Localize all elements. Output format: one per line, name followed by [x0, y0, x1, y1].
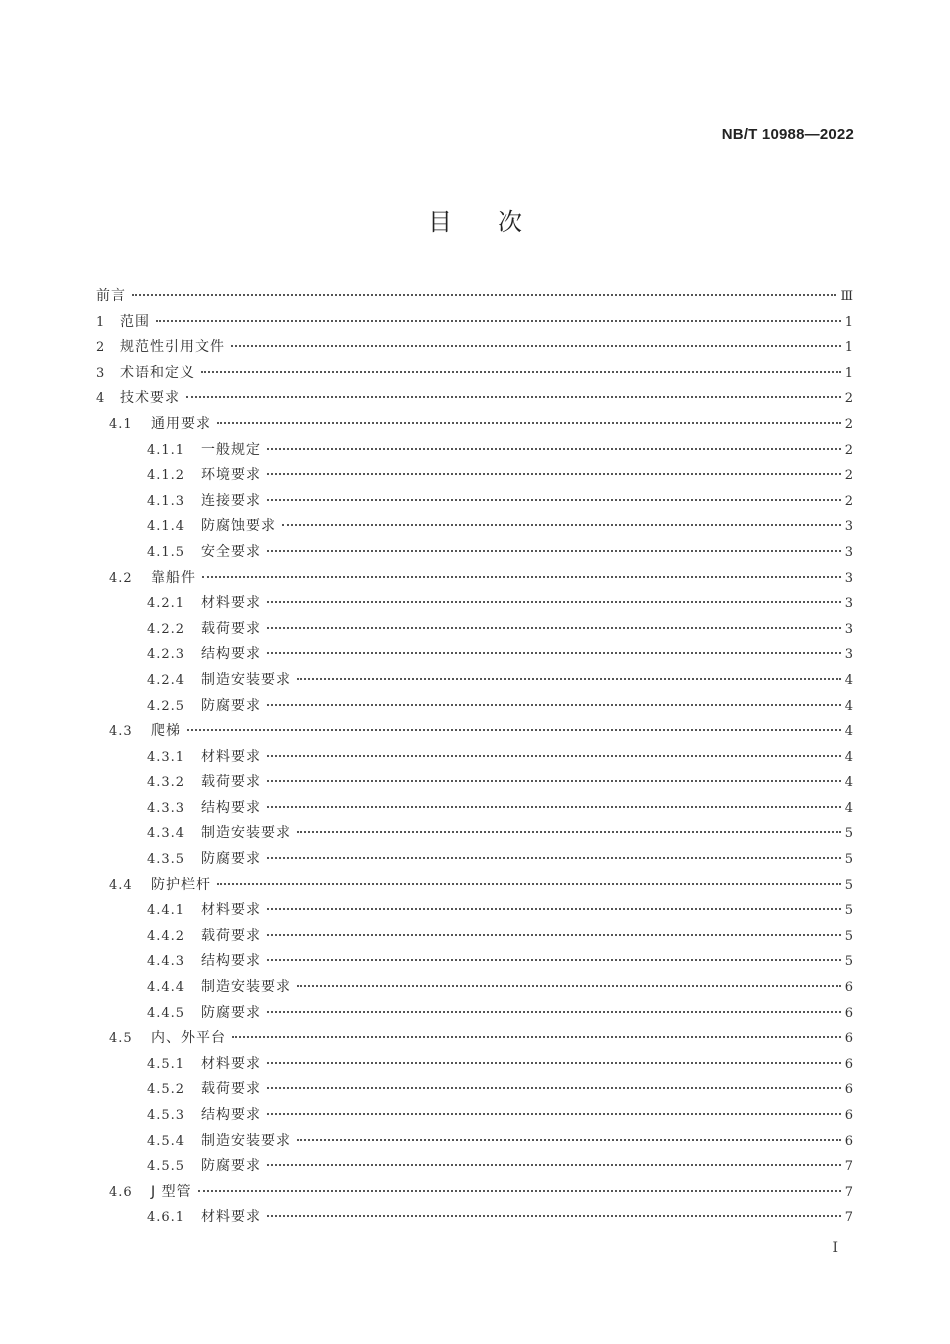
toc-entry-number: 4.5 — [109, 1031, 133, 1047]
toc-entry-label: 术语和定义 — [120, 364, 195, 381]
toc-entry-number: 4.4.4 — [147, 980, 186, 996]
toc-entry-label: 防腐要求 — [201, 1004, 261, 1021]
toc-entry-page: 3 — [844, 570, 853, 586]
toc-entry-label: 结构要求 — [201, 1107, 261, 1123]
toc-entry-number: 4.6 — [109, 1184, 133, 1200]
toc-entry-page: 7 — [844, 1184, 853, 1200]
toc-leader-dots — [282, 524, 841, 526]
toc-entry-label: 靠船件 — [151, 569, 196, 586]
toc-entry-label: 规范性引用文件 — [120, 339, 225, 356]
toc-entry[interactable] — [96, 284, 853, 310]
toc-leader-dots — [132, 294, 836, 296]
toc-entry[interactable] — [96, 745, 853, 771]
toc-entry-page: 3 — [844, 621, 853, 637]
toc-entry-page: 5 — [844, 826, 853, 842]
toc-entry[interactable] — [96, 1077, 853, 1103]
toc-entry-number: 4 — [96, 391, 106, 407]
toc-entry[interactable] — [96, 1026, 853, 1052]
table-of-contents — [96, 284, 853, 1231]
toc-entry[interactable] — [96, 975, 853, 1001]
toc-entry[interactable] — [96, 1103, 853, 1129]
toc-entry-number: 3 — [96, 365, 106, 381]
toc-entry-number: 4.1.1 — [147, 442, 186, 458]
toc-entry-page: 4 — [844, 672, 853, 688]
toc-entry-page: 3 — [844, 596, 853, 612]
toc-entry[interactable] — [96, 514, 853, 540]
toc-leader-dots — [267, 780, 841, 782]
toc-entry-label: 载荷要求 — [201, 774, 261, 791]
toc-entry-number: 4.5.2 — [147, 1082, 186, 1098]
toc-entry-number: 4.5.5 — [147, 1159, 186, 1175]
toc-leader-dots — [267, 1164, 841, 1166]
toc-entry-number: 4.4.2 — [147, 928, 186, 944]
toc-entry-number: 4.4.5 — [147, 1005, 186, 1021]
toc-entry[interactable] — [96, 719, 853, 745]
toc-leader-dots — [267, 959, 841, 961]
toc-entry-number: 4.3.5 — [147, 852, 186, 868]
toc-entry[interactable] — [96, 463, 853, 489]
toc-entry-page: 7 — [844, 1210, 853, 1226]
toc-entry-label: 通用要求 — [151, 415, 211, 432]
toc-entry[interactable] — [96, 335, 853, 361]
toc-entry-label: 结构要求 — [201, 646, 261, 663]
toc-entry[interactable] — [96, 1129, 853, 1155]
toc-entry-number: 4.5.3 — [147, 1108, 186, 1123]
toc-entry-page: 4 — [844, 698, 853, 714]
toc-leader-dots — [267, 1062, 841, 1064]
toc-entry-number: 2 — [96, 340, 106, 356]
toc-entry[interactable] — [96, 898, 853, 924]
toc-entry-label: 载荷要求 — [201, 1081, 261, 1098]
toc-leader-dots — [232, 1036, 841, 1038]
toc-entry[interactable] — [96, 386, 853, 412]
toc-entry-label: 内、外平台 — [151, 1030, 226, 1047]
toc-entry-page: 4 — [844, 775, 853, 791]
toc-entry-page: 1 — [844, 365, 853, 381]
toc-leader-dots — [201, 371, 841, 373]
toc-entry-label: 制造安装要求 — [201, 671, 291, 688]
toc-entry-label: 结构要求 — [201, 799, 261, 816]
toc-entry-number: 4.1.4 — [147, 519, 186, 535]
toc-leader-dots — [198, 1190, 841, 1192]
toc-entry-page: 6 — [844, 1056, 853, 1072]
toc-leader-dots — [267, 448, 841, 450]
toc-entry-number: 4.1.5 — [147, 544, 186, 560]
toc-leader-dots — [267, 499, 841, 501]
toc-entry-page: 5 — [844, 903, 853, 919]
toc-entry[interactable] — [96, 310, 853, 336]
toc-leader-dots — [217, 883, 841, 885]
toc-entry-page: 4 — [844, 800, 853, 816]
toc-entry-page: 6 — [844, 1005, 853, 1021]
toc-entry-number: 4.1 — [109, 416, 133, 432]
page-number: Ⅰ — [832, 1240, 838, 1256]
toc-entry[interactable] — [96, 361, 853, 387]
toc-leader-dots — [267, 601, 841, 603]
toc-entry-page: 5 — [844, 877, 853, 893]
toc-entry[interactable] — [96, 489, 853, 515]
toc-entry-page: 1 — [844, 340, 853, 356]
toc-entry[interactable] — [96, 566, 853, 592]
toc-leader-dots — [297, 1139, 841, 1141]
toc-entry-label: 防腐要求 — [201, 697, 261, 714]
toc-entry-number: 4.4 — [109, 877, 133, 893]
toc-entry-label: 防腐要求 — [201, 1158, 261, 1175]
toc-entry-label: 材料要求 — [201, 1055, 261, 1072]
toc-leader-dots — [186, 396, 841, 398]
toc-entry[interactable] — [96, 1052, 853, 1078]
doc-code: NB/T 10988—2022 — [721, 126, 854, 143]
toc-entry-page: 3 — [844, 647, 853, 663]
toc-entry-page: 2 — [844, 442, 853, 458]
toc-leader-dots — [267, 652, 841, 654]
toc-entry[interactable] — [96, 591, 853, 617]
toc-leader-dots — [267, 1011, 841, 1013]
toc-leader-dots — [267, 806, 841, 808]
toc-leader-dots — [267, 550, 841, 552]
toc-entry-label: 连接要求 — [201, 492, 261, 509]
toc-leader-dots — [217, 422, 841, 424]
toc-entry-number: 4.2 — [109, 570, 133, 586]
toc-entry[interactable] — [96, 821, 853, 847]
toc-entry-page: 3 — [844, 519, 853, 535]
toc-entry[interactable] — [96, 949, 853, 975]
toc-entry-label: 防腐蚀要求 — [201, 518, 276, 535]
toc-entry[interactable] — [96, 668, 853, 694]
toc-entry-page: 3 — [844, 544, 853, 560]
toc-leader-dots — [267, 1087, 841, 1089]
toc-entry[interactable] — [96, 770, 853, 796]
toc-entry-number: 4.3.2 — [147, 775, 186, 791]
toc-entry-label: 范围 — [120, 313, 150, 330]
toc-entry-label: 安全要求 — [201, 543, 261, 560]
toc-entry[interactable] — [96, 1205, 853, 1231]
toc-entry-number: 4.4.1 — [147, 903, 186, 919]
toc-entry-label: 一般规定 — [201, 441, 261, 458]
toc-leader-dots — [202, 576, 841, 578]
toc-entry-number: 4.2.4 — [147, 672, 186, 688]
toc-leader-dots — [231, 345, 841, 347]
toc-entry-page: 6 — [844, 1082, 853, 1098]
toc-entry-number: 4.2.3 — [147, 647, 186, 663]
toc-leader-dots — [156, 320, 841, 322]
toc-entry[interactable] — [96, 412, 853, 438]
toc-entry-label: 结构要求 — [201, 953, 261, 970]
toc-entry-page: 6 — [844, 980, 853, 996]
toc-leader-dots — [297, 985, 841, 987]
toc-entry-page: 6 — [844, 1108, 853, 1123]
toc-entry-label: 爬梯 — [151, 723, 181, 740]
toc-entry-label: 材料要求 — [201, 595, 261, 612]
toc-entry-number: 4.3.3 — [147, 800, 186, 816]
toc-leader-dots — [187, 729, 841, 731]
toc-leader-dots — [297, 678, 841, 680]
toc-entry-label: 材料要求 — [201, 748, 261, 765]
toc-entry-label: 防护栏杆 — [151, 876, 211, 893]
toc-entry-page: Ⅲ — [840, 289, 853, 304]
toc-entry-number: 4.2.5 — [147, 698, 186, 714]
toc-entry-label: 制造安装要求 — [201, 825, 291, 842]
toc-entry-number: 4.2.1 — [147, 596, 186, 612]
toc-entry[interactable] — [96, 924, 853, 950]
toc-entry-page: 7 — [844, 1159, 853, 1175]
toc-entry-number: 4.1.3 — [147, 493, 186, 509]
toc-entry-number: 4.5.1 — [147, 1056, 186, 1072]
toc-leader-dots — [267, 934, 841, 936]
toc-entry-label: 环境要求 — [201, 467, 261, 484]
toc-entry[interactable] — [96, 1180, 853, 1206]
toc-leader-dots — [267, 627, 841, 629]
toc-entry-page: 5 — [844, 954, 853, 970]
toc-leader-dots — [267, 704, 841, 706]
toc-entry[interactable] — [96, 438, 853, 464]
toc-entry-label: J 型管 — [151, 1183, 192, 1200]
toc-entry-label: 技术要求 — [120, 390, 180, 407]
toc-entry-page: 5 — [844, 852, 853, 868]
toc-entry-page: 2 — [844, 493, 853, 509]
toc-entry-label: 载荷要求 — [201, 927, 261, 944]
toc-entry-page: 4 — [844, 749, 853, 765]
toc-entry[interactable] — [96, 873, 853, 899]
toc-entry-number: 4.6.1 — [147, 1210, 186, 1226]
toc-entry-page: 2 — [844, 391, 853, 407]
toc-leader-dots — [267, 755, 841, 757]
toc-entry-label: 材料要求 — [201, 902, 261, 919]
toc-leader-dots — [267, 1113, 841, 1115]
toc-entry-label: 防腐要求 — [201, 851, 261, 868]
toc-entry-page: 1 — [844, 314, 853, 330]
toc-entry[interactable] — [96, 1001, 853, 1027]
toc-entry-number: 4.4.3 — [147, 954, 186, 970]
toc-entry-number: 4.3.1 — [147, 749, 186, 765]
toc-leader-dots — [297, 831, 841, 833]
toc-leader-dots — [267, 1215, 841, 1217]
toc-leader-dots — [267, 473, 841, 475]
toc-entry-page: 5 — [844, 928, 853, 944]
toc-entry-page: 4 — [844, 724, 853, 740]
toc-entry-page: 6 — [844, 1133, 853, 1149]
toc-entry-label: 材料要求 — [201, 1209, 261, 1226]
toc-entry-label: 载荷要求 — [201, 620, 261, 637]
toc-entry-number: 4.3 — [109, 724, 133, 740]
toc-entry-number: 4.1.2 — [147, 468, 186, 484]
toc-entry[interactable] — [96, 796, 853, 822]
toc-entry[interactable] — [96, 694, 853, 720]
toc-entry-label: 制造安装要求 — [201, 979, 291, 996]
toc-entry-number: 4.5.4 — [147, 1133, 186, 1149]
toc-entry-page: 2 — [844, 468, 853, 484]
toc-entry-number: 4.2.2 — [147, 621, 186, 637]
toc-entry-page: 2 — [844, 416, 853, 432]
toc-entry-label: 前言 — [96, 288, 126, 304]
toc-entry-number: 4.3.4 — [147, 826, 186, 842]
toc-leader-dots — [267, 857, 841, 859]
toc-entry[interactable] — [96, 847, 853, 873]
toc-entry-page: 6 — [844, 1031, 853, 1047]
toc-entry[interactable] — [96, 540, 853, 566]
toc-entry[interactable] — [96, 617, 853, 643]
toc-entry[interactable] — [96, 1154, 853, 1180]
toc-entry-number: 1 — [96, 314, 106, 330]
toc-entry[interactable] — [96, 642, 853, 668]
page-title: 目次 — [428, 208, 568, 236]
toc-leader-dots — [267, 908, 841, 910]
toc-entry-label: 制造安装要求 — [201, 1132, 291, 1149]
